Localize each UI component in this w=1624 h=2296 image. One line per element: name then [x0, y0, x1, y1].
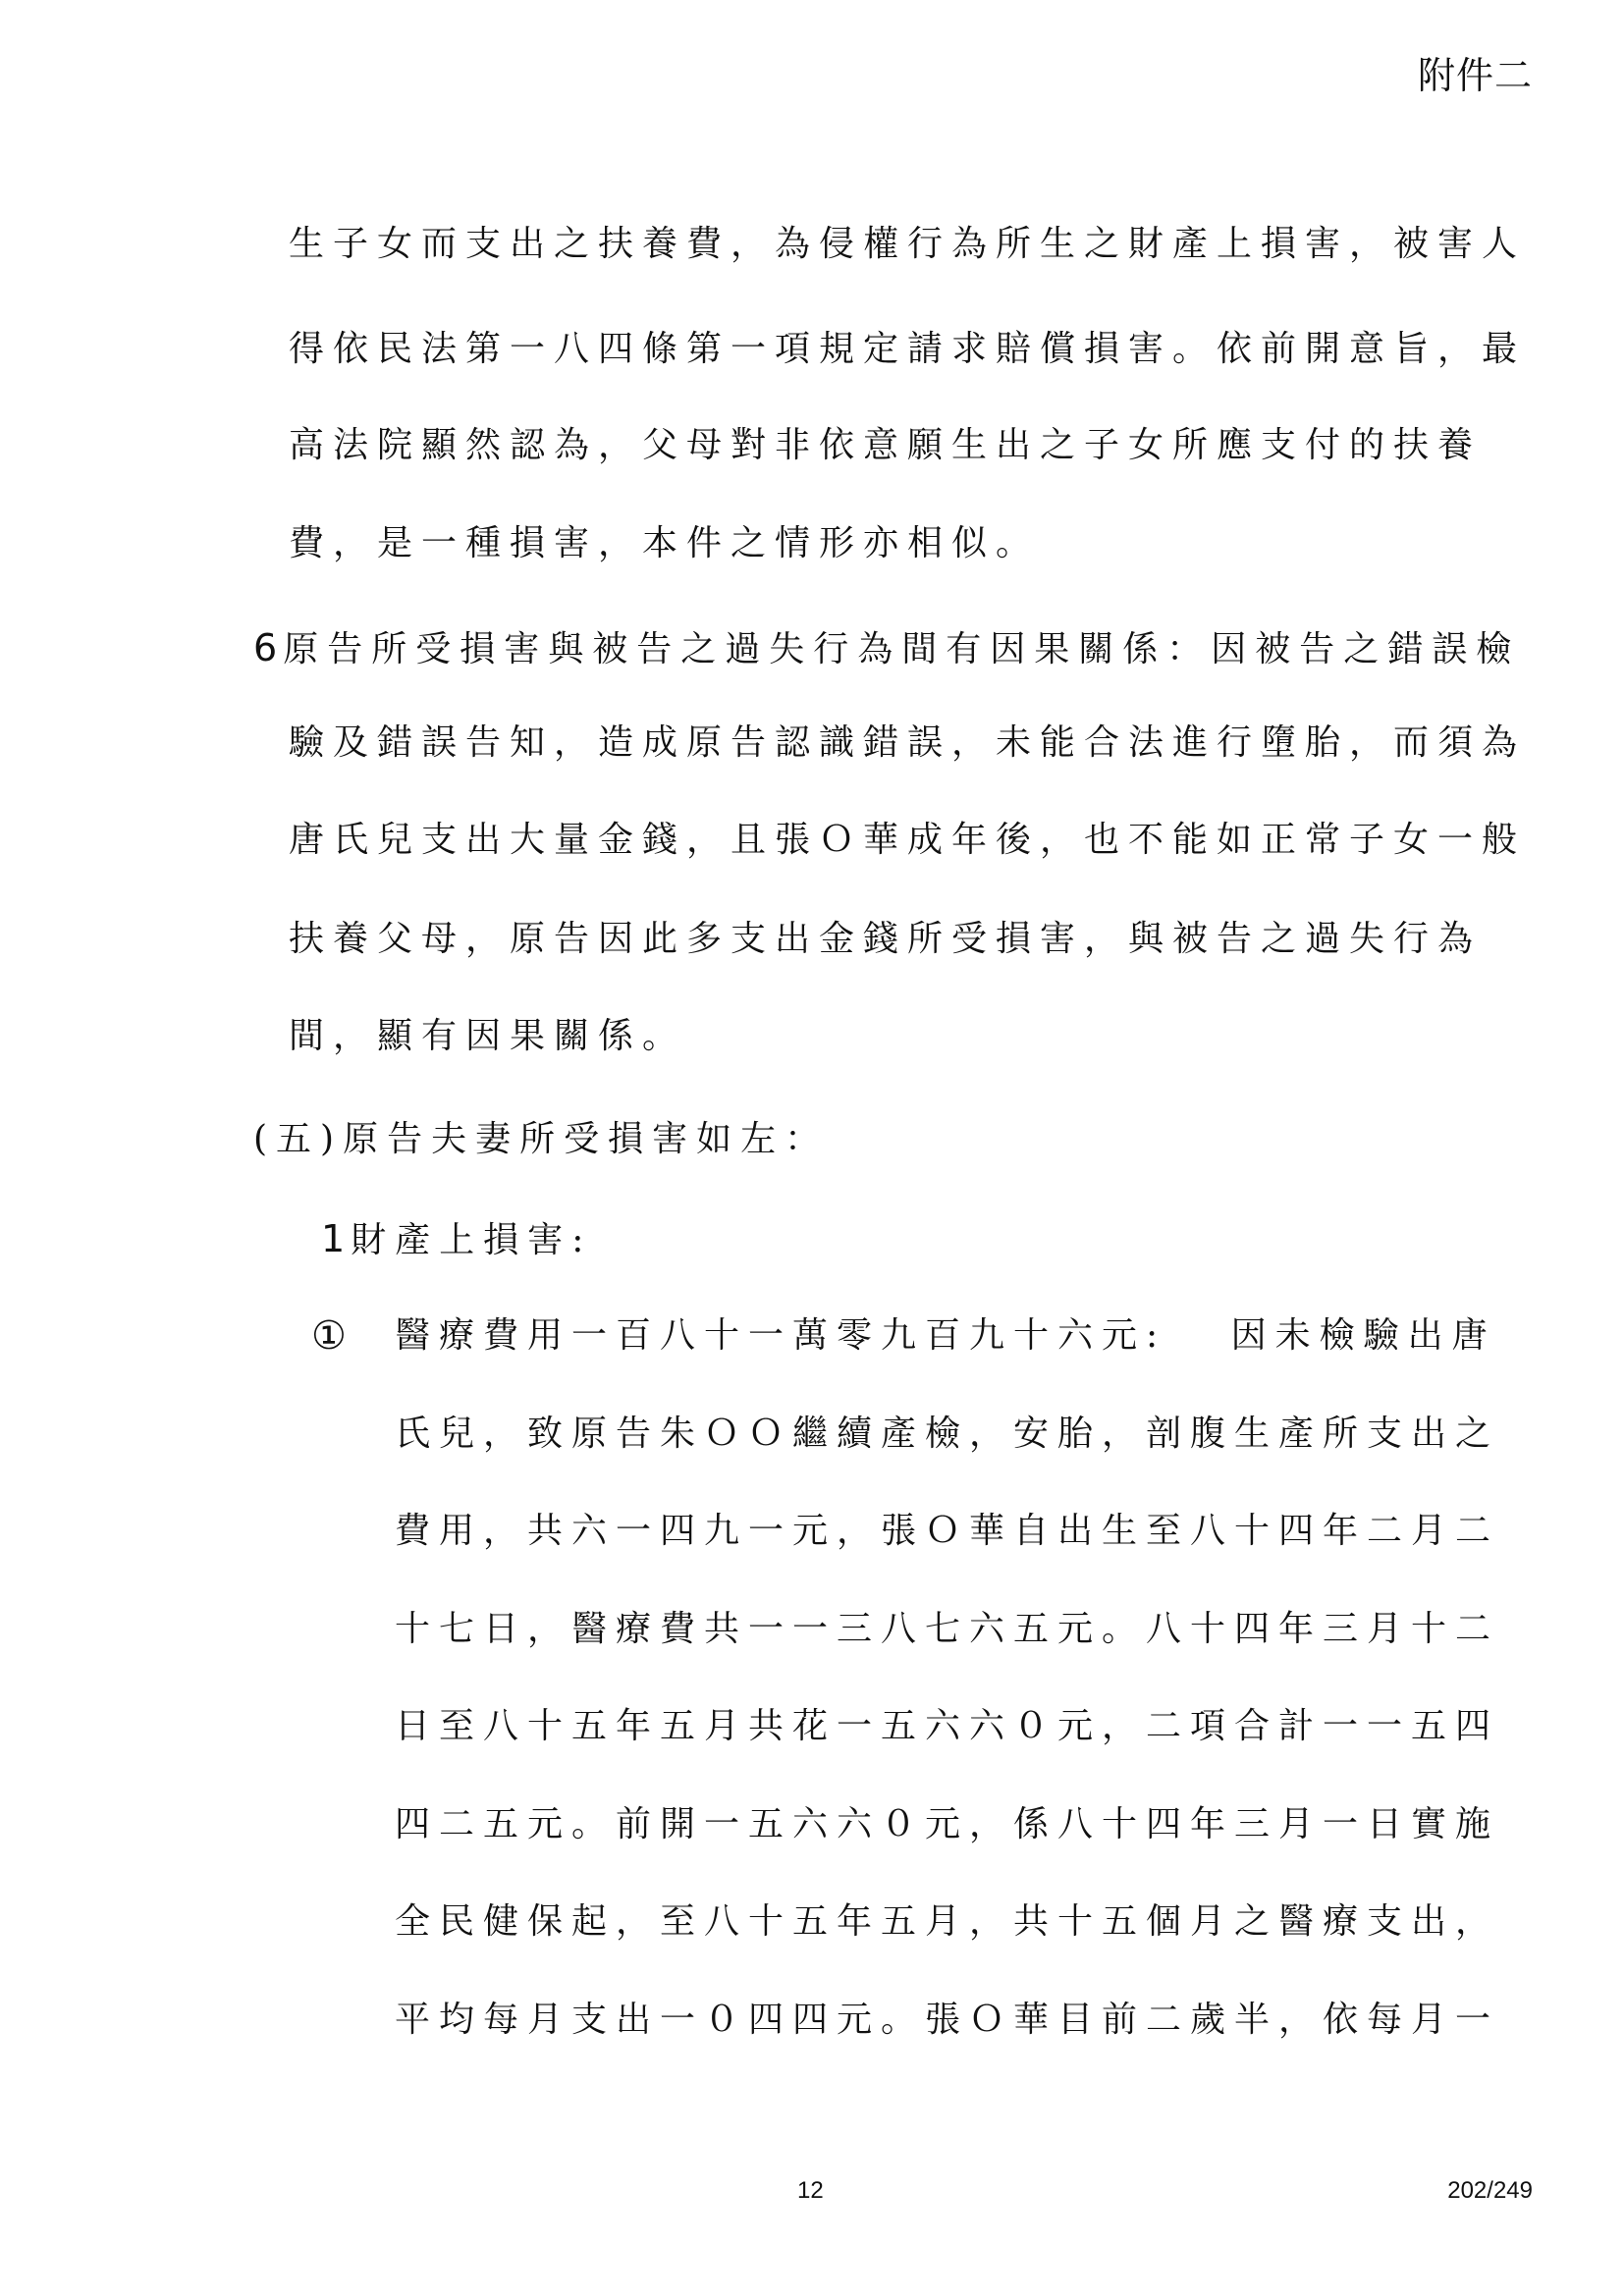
sub-1-heading [321, 1217, 593, 1260]
sub-1-label: 財產上損害: [351, 1220, 593, 1260]
body-line: 費，是一種損害，本件之情形亦相似。 [289, 523, 1041, 563]
body-line: 日至八十五年五月共花一五六六０元，二項合計一一五四 [395, 1706, 1500, 1746]
page-number: 12 [797, 2177, 824, 2204]
body-line: 生子女而支出之扶養費，為侵權行為所生之財產上損害，被害人 [289, 224, 1527, 264]
body-line: 十七日，醫療費共一一三八七六五元。八十四年三月十二 [395, 1609, 1500, 1649]
page-count: 202/249 [1447, 2177, 1533, 2204]
item-6-text: 原告所受損害與被告之過失行為間有因果關係：因被告之錯誤檢 [283, 629, 1521, 669]
body-line: 費用，共六一四九一元，張Ｏ華自出生至八十四年二月二 [395, 1511, 1500, 1551]
attachment-label: 附件二 [1417, 54, 1533, 97]
circled-one-marker: ① [311, 1313, 347, 1359]
body-line: 平均每月支出一０四四元。張Ｏ華目前二歲半，依每月一 [395, 2000, 1500, 2040]
body-line: 全民健保起，至八十五年五月，共十五個月之醫療支出， [395, 1901, 1500, 1942]
body-line: 唐氏兒支出大量金錢，且張Ｏ華成年後，也不能如正常子女一般 [289, 820, 1527, 860]
body-line: 高法院顯然認為，父母對非依意願生出之子女所應支付的扶養 [289, 425, 1483, 465]
item-6-marker: 6 [253, 626, 278, 669]
medical-first-line: 醫療費用一百八十一萬零九百九十六元: 因未檢驗出唐 [395, 1315, 1496, 1356]
body-line: 間，顯有因果關係。 [289, 1016, 687, 1056]
body-line: 扶養父母，原告因此多支出金錢所受損害，與被告之過失行為 [289, 919, 1483, 959]
body-line: 得依民法第一八四條第一項規定請求賠償損害。依前開意旨，最 [289, 329, 1527, 369]
sub-1-marker: 1 [321, 1217, 346, 1260]
body-line: 氏兒，致原告朱ＯＯ繼續產檢，安胎，剖腹生產所支出之 [395, 1414, 1500, 1454]
item-6-first-line [253, 626, 1521, 669]
section-5-heading: (五)原告夫妻所受損害如左： [253, 1119, 830, 1159]
body-line: 四二五元。前開一五六六０元，係八十四年三月一日實施 [395, 1804, 1500, 1844]
body-line: 驗及錯誤告知，造成原告認識錯誤，未能合法進行墮胎，而須為 [289, 722, 1527, 763]
